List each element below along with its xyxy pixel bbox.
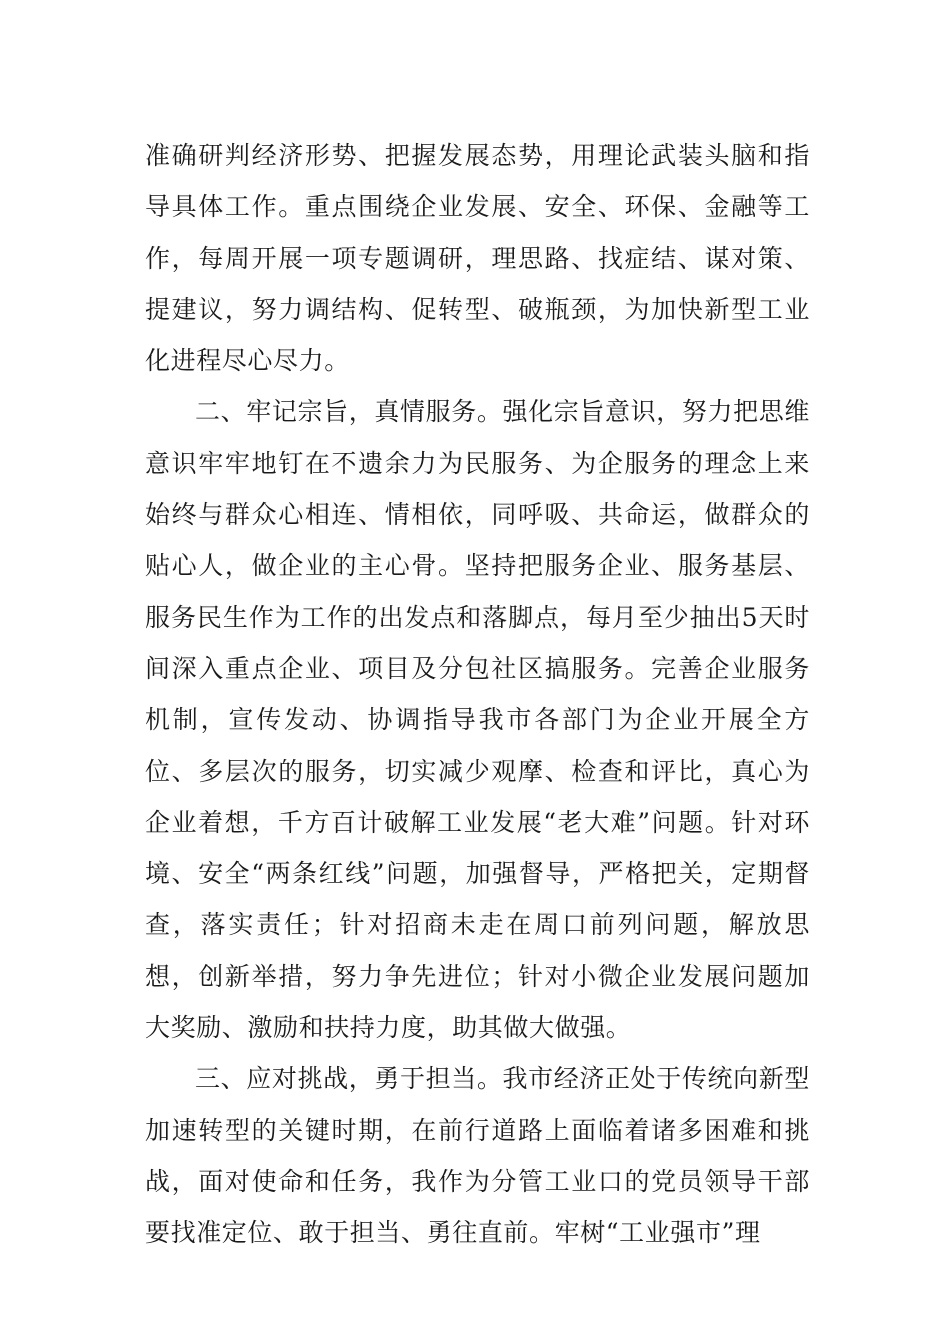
paragraph-section-three: 三、应对挑战，勇于担当。我市经济正处于传统向新型加速转型的关键时期，在前行道路上面临着诸多困难和挑战，面对使命和任务，我作为分管工业口的党员领导干部要找准定位、敢于担当、勇往直前。牢树“工业强市”理: [145, 1064, 810, 1248]
paragraph-continuation: 准确研判经济形势、把握发展态势，用理论武装头脑和指导具体工作。重点围绕企业发展、安全、环保、金融等工作，每周开展一项专题调研，理思路、找症结、谋对策、提建议，努力调结构、促转型、破瓶颈，为加快新型工业化进程尽心尽力。: [145, 141, 810, 376]
paragraph-section-two: 二、牢记宗旨，真情服务。强化宗旨意识，努力把思维意识牢牢地钉在不遗余力为民服务、为企服务的理念上来始终与群众心相连、情相依，同呼吸、共命运，做群众的贴心人，做企业的主心骨。坚持把服务企业、服务基层、服务民生作为工作的出发点和落脚点，每月至少抽出5天时间深入重点企业、项目及分包社区搞服务。完善企业服务机制，宣传发动、协调指导我市各部门为企业开展全方位、多层次的服务，切实减少观摩、检查和评比，真心为企业着想，千方百计破解工业发展“老大难”问题。针对环境、安全“两条红线”问题，加强督导，严格把关，定期督查，落实责任；针对招商未走在周口前列问题，解放思想，创新举措，努力争先进位；针对小微企业发展问题加大奖励、激励和扶持力度，助其做大做强。: [145, 397, 810, 1043]
document-body: [145, 130, 810, 1259]
